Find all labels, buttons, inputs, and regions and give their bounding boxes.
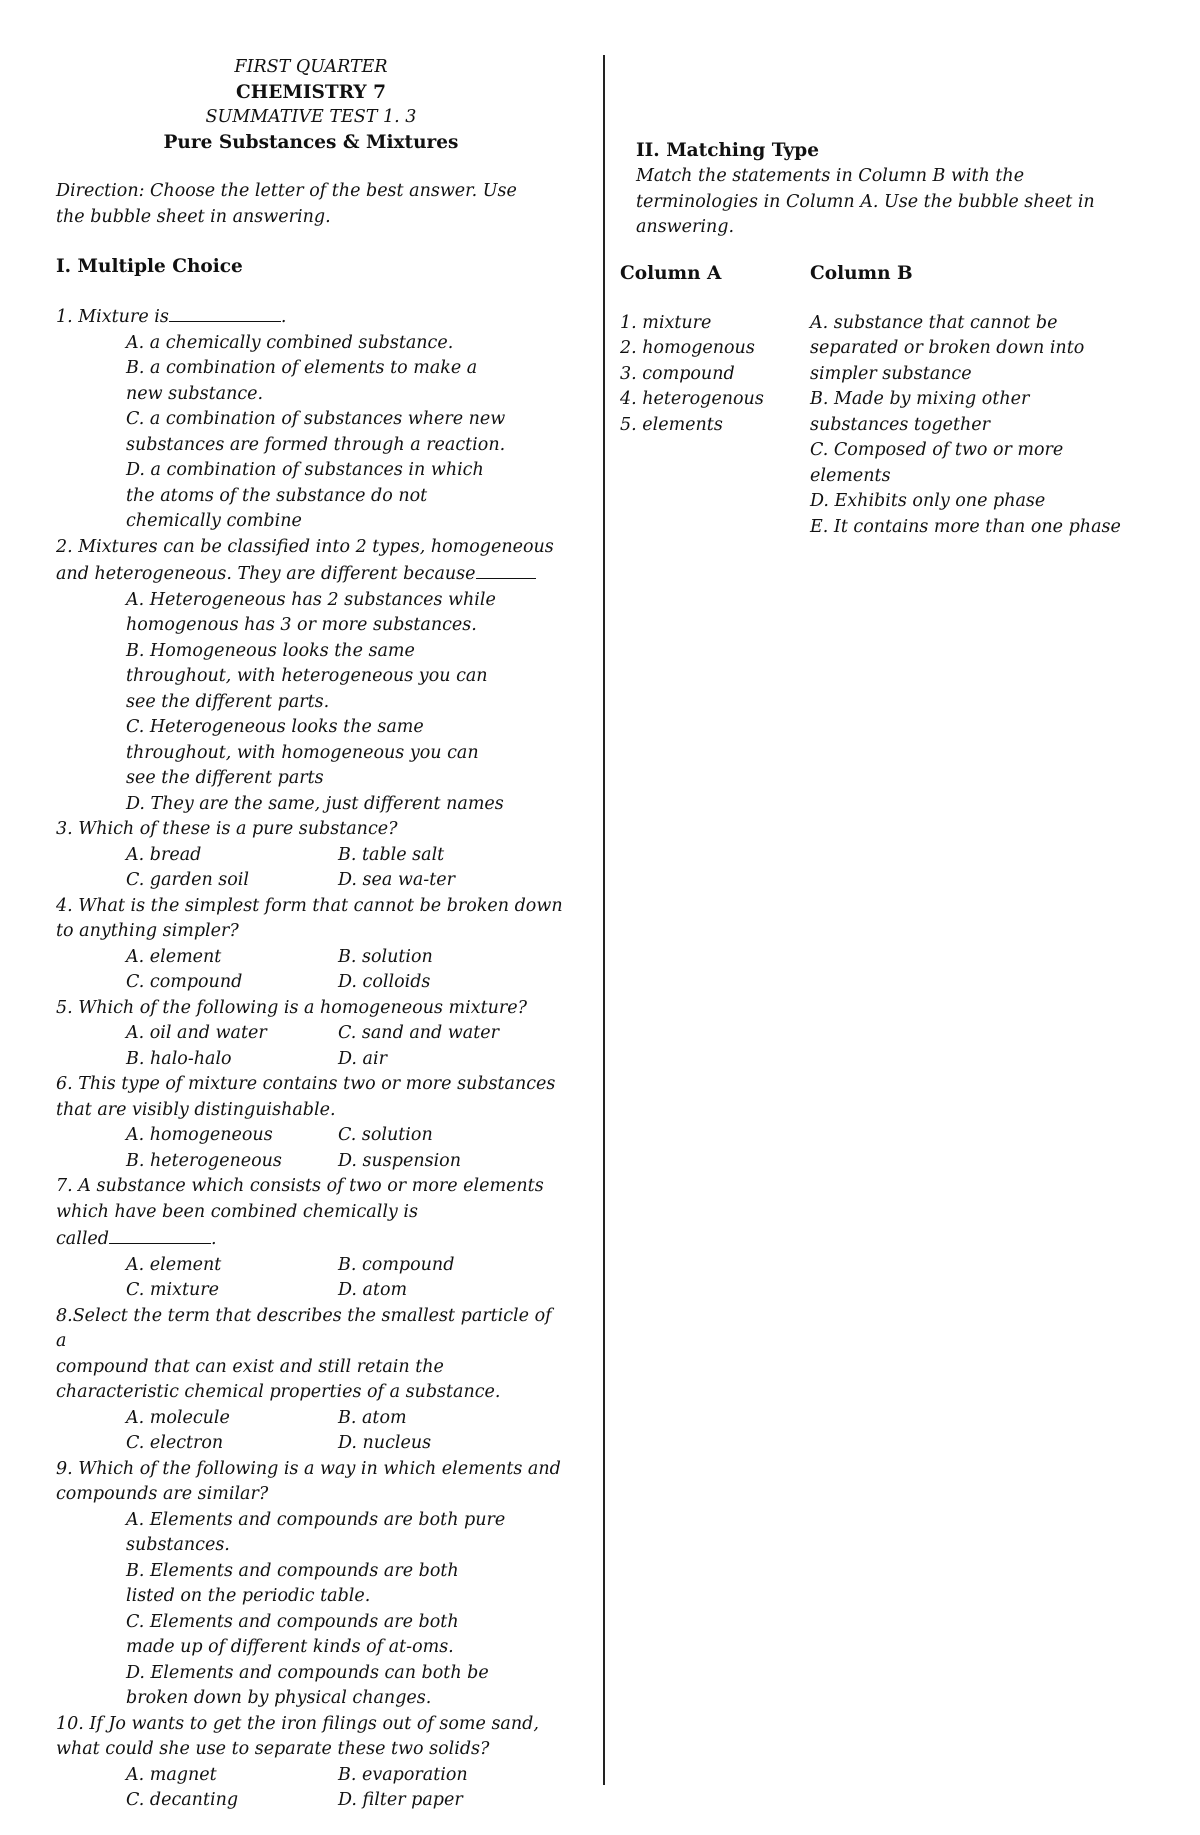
answer-blank <box>109 1225 211 1244</box>
answer-option: C. mixture <box>126 1280 219 1300</box>
answer-option: B. evaporation <box>338 1764 468 1785</box>
question-stem: 6. This type of mixture contains two or more substances <box>56 1074 556 1094</box>
answer-option: A. bread <box>126 844 202 865</box>
answer-option: B. Homogeneous looks the same throughout, with heterogeneous you can see the different parts. <box>126 640 488 712</box>
question-stem: 4. What is the simplest form that cannot be broken down <box>56 895 563 916</box>
question-stem: to anything simpler? <box>56 921 239 941</box>
answer-option: B. a combination of elements to make a new substance. <box>126 358 478 404</box>
question-stem: what could she use to separate these two solids? <box>56 1739 490 1759</box>
answer-option: B. compound <box>338 1254 455 1275</box>
column-a-item: 1. mixture <box>620 312 712 333</box>
answer-option-row <box>56 1406 566 1432</box>
question-item <box>56 894 566 996</box>
column-a-item: 3. compound <box>620 363 735 384</box>
question-item <box>56 996 566 1073</box>
question-stem: compound that can exist and still retain the <box>56 1356 444 1377</box>
quarter-label: FIRST QUARTER <box>234 57 388 77</box>
question-item <box>56 303 566 535</box>
answer-option: A. Heterogeneous has 2 substances while homogenous has 3 or more substances. <box>126 589 496 635</box>
answer-option: D. filter paper <box>338 1790 463 1810</box>
answer-option-row <box>56 1047 566 1073</box>
part1-title: I. Multiple Choice <box>56 256 243 277</box>
question-stem: 5. Which of the following is a homogeneous mixture? <box>56 997 527 1018</box>
answer-option-row <box>56 970 566 996</box>
column-a-item: 4. heterogenous <box>620 389 764 409</box>
column-a-item: 2. homogenous <box>620 338 755 358</box>
test-label: SUMMATIVE TEST 1. 3 <box>205 107 417 127</box>
answer-option: C. electron <box>126 1433 224 1453</box>
answer-option: C. decanting <box>126 1790 239 1810</box>
answer-option: D. Elements and compounds can both be broken down by physical changes. <box>126 1662 489 1708</box>
question-stem: called . <box>56 1225 566 1253</box>
answer-option: A. magnet <box>126 1764 217 1785</box>
answer-option: C. Elements and compounds are both made up of different kinds of at-oms. <box>126 1611 459 1657</box>
answer-option-row <box>56 1123 566 1149</box>
answer-option: C. Heterogeneous looks the same throughout, with homogeneous you can see the different parts <box>126 717 479 788</box>
column-divider <box>603 55 605 1785</box>
column-a-header: Column A <box>620 262 722 284</box>
question-item <box>56 1712 566 1814</box>
answer-option-row <box>56 1763 566 1789</box>
direction-text: Direction: Choose the letter of the best answer. Use the bubble sheet in answering. <box>56 181 517 227</box>
question-item <box>56 1072 566 1174</box>
question-stem: 1. Mixture is . <box>56 303 566 331</box>
question-item <box>56 1174 566 1304</box>
question-stem: 2. Mixtures can be classified into 2 types, homogeneous <box>56 536 554 557</box>
right-column <box>620 0 1140 540</box>
column-b-item: D. Exhibits only one phase <box>810 491 1046 511</box>
question-stem: which have been combined chemically is <box>56 1201 418 1222</box>
answer-option: D. nucleus <box>338 1433 432 1453</box>
answer-option-row <box>56 1149 566 1175</box>
answer-option: C. a combination of substances where new substances are formed through a reaction. <box>126 409 506 455</box>
answer-option: C. compound <box>126 972 243 992</box>
column-b-header: Column B <box>810 262 913 284</box>
part2-title: II. Matching Type <box>636 140 819 161</box>
answer-option: D. air <box>338 1048 387 1069</box>
question-stem: compounds are similar? <box>56 1484 269 1504</box>
question-stem: characteristic chemical properties of a substance. <box>56 1382 501 1402</box>
column-b-list <box>810 311 1140 541</box>
subject-title: CHEMISTRY 7 <box>236 82 386 103</box>
column-b-item: E. It contains more than one phase <box>810 516 1121 537</box>
question-stem: 10. If Jo wants to get the iron filings out of some sand, <box>56 1713 539 1734</box>
answer-option-row <box>56 868 566 894</box>
answer-option: D. atom <box>338 1280 408 1300</box>
question-stem: that are visibly distinguishable. <box>56 1099 336 1120</box>
answer-option: A. molecule <box>126 1407 230 1428</box>
question-list <box>56 303 566 1814</box>
answer-option-row <box>56 1253 566 1279</box>
answer-option-row <box>56 1788 566 1814</box>
column-b-item: B. Made by mixing other substances together <box>810 389 1030 435</box>
column-b-item: C. Composed of two or more elements <box>810 440 1064 486</box>
question-stem: 7. A substance which consists of two or more elements <box>56 1176 544 1196</box>
answer-option: A. Elements and compounds are both pure substances. <box>126 1509 506 1555</box>
answer-option: D. a combination of substances in which the atoms of the substance do not chemically combine <box>126 460 484 531</box>
answer-option: C. sand and water <box>338 1023 499 1043</box>
answer-option: C. solution <box>338 1125 433 1145</box>
answer-option: A. element <box>126 1254 222 1275</box>
answer-option: A. a chemically combined substance. <box>126 332 454 353</box>
answer-option: C. garden soil <box>126 870 249 890</box>
answer-option: D. suspension <box>338 1150 461 1171</box>
answer-option: B. table salt <box>338 844 445 865</box>
answer-option: D. colloids <box>338 972 431 992</box>
answer-option: B. heterogeneous <box>126 1150 282 1171</box>
answer-option-row <box>56 945 566 971</box>
answer-option: A. oil and water <box>126 1023 267 1043</box>
answer-option: B. Elements and compounds are both listed on the periodic table. <box>126 1560 459 1606</box>
answer-option: B. halo-halo <box>126 1048 232 1069</box>
left-column <box>56 0 566 1814</box>
question-item <box>56 535 566 818</box>
answer-option: D. sea wa-ter <box>338 870 455 890</box>
answer-option-row <box>56 1278 566 1304</box>
question-item <box>56 1304 566 1457</box>
column-a-item: 5. elements <box>620 414 723 435</box>
answer-option-row <box>56 843 566 869</box>
answer-blank <box>169 303 281 322</box>
question-item <box>56 817 566 894</box>
answer-option: A. element <box>126 946 222 967</box>
question-stem: 8.Select the term that describes the smallest particle of a <box>56 1305 552 1351</box>
answer-option: D. They are the same, just different names <box>126 793 504 814</box>
part2-instruction: Match the statements in Column B with the terminologies in Column A. Use the bubble sheet in answering. <box>636 166 1095 237</box>
answer-option-row <box>56 1021 566 1047</box>
answer-option: B. atom <box>338 1407 407 1428</box>
answer-blank <box>476 560 536 579</box>
question-stem: 3. Which of these is a pure substance? <box>56 819 398 839</box>
answer-option: A. homogeneous <box>126 1125 273 1145</box>
answer-option: B. solution <box>338 946 433 967</box>
question-item <box>56 1457 566 1712</box>
answer-option-row <box>56 1431 566 1457</box>
question-stem: 9. Which of the following is a way in which elements and <box>56 1458 561 1479</box>
column-b-item: A. substance that cannot be separated or broken down into simpler substance <box>810 312 1085 384</box>
topic-title: Pure Substances & Mixtures <box>163 132 459 153</box>
column-a-list <box>620 311 810 439</box>
question-stem: and heterogeneous. They are different because <box>56 560 566 588</box>
